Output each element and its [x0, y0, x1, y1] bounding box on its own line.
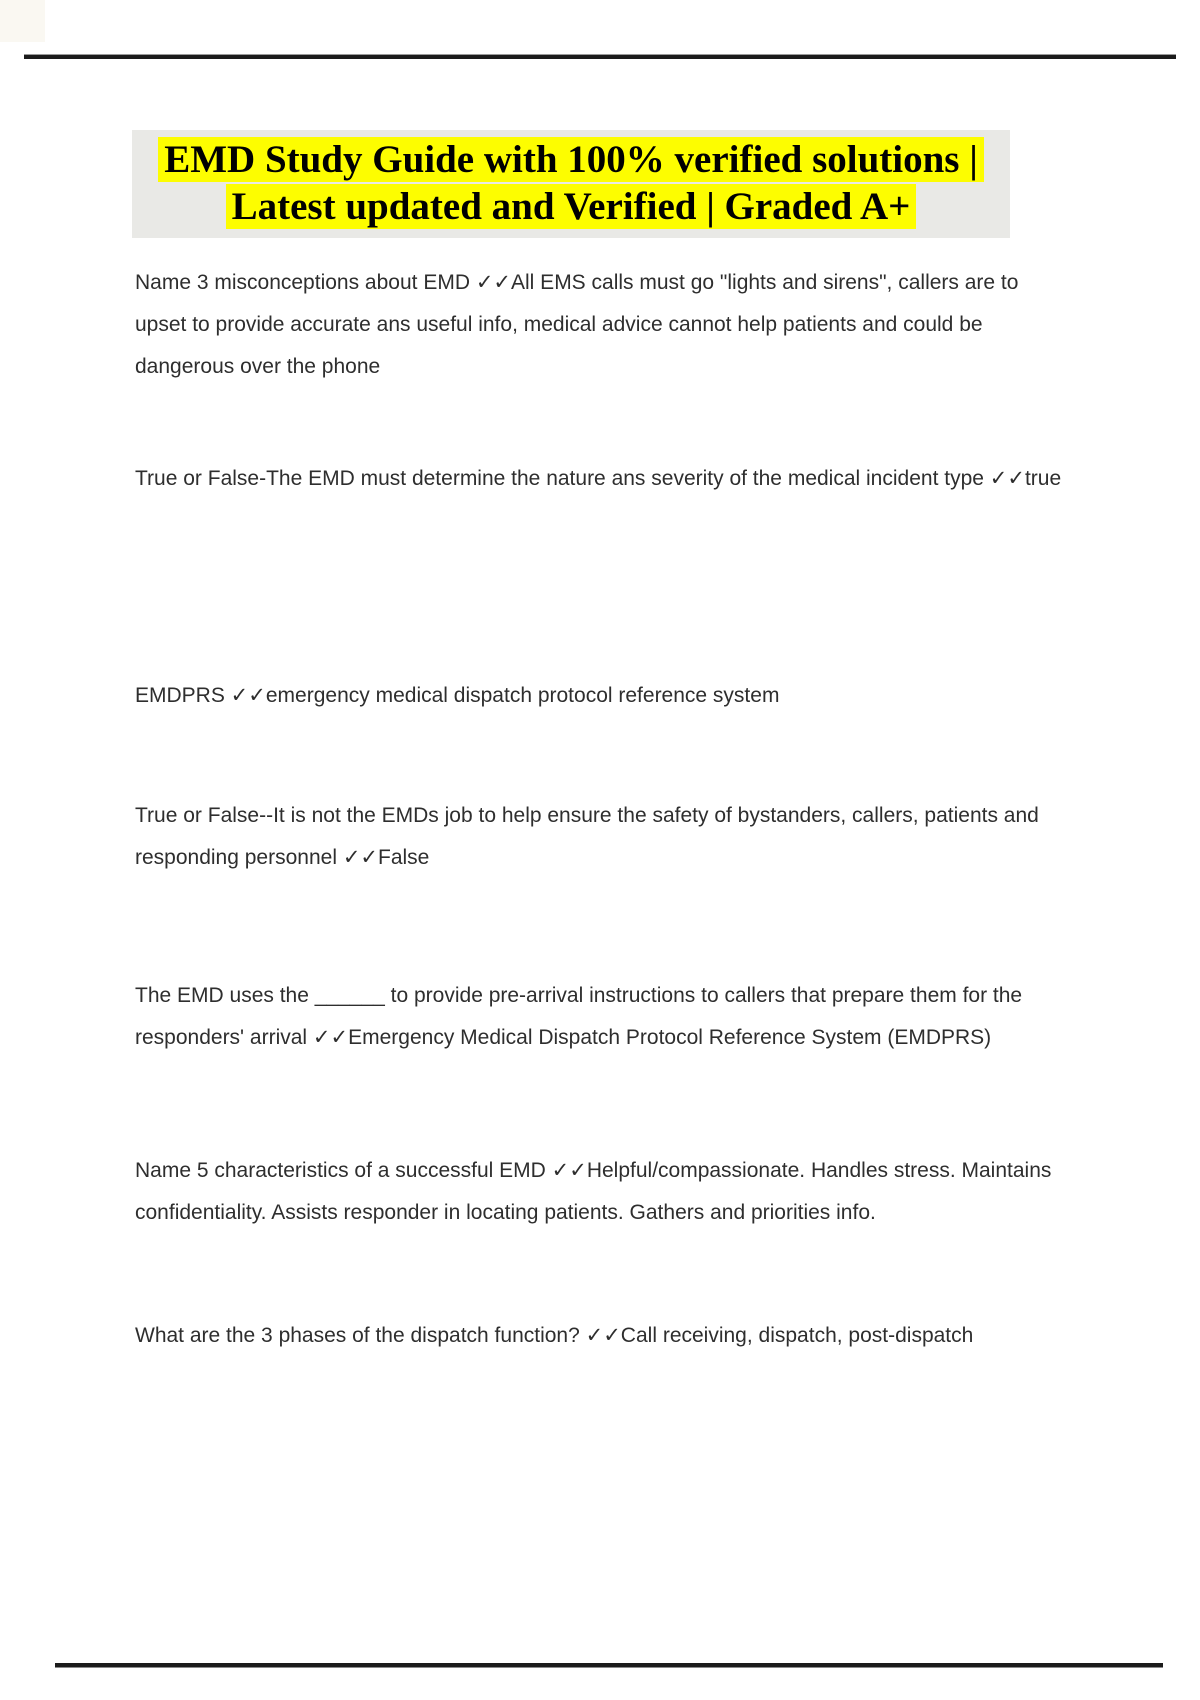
qa-item-2: True or False-The EMD must determine the nature ans severity of the medical incident type ✓✓true — [135, 467, 1062, 490]
qa-item-7: What are the 3 phases of the dispatch function? ✓✓Call receiving, dispatch, post-dispatch — [135, 1324, 974, 1347]
qa-item-4: True or False--It is not the EMDs job to help ensure the safety of bystanders, callers, patients and responding personnel ✓✓False — [135, 804, 1039, 869]
qa-item-1: Name 3 misconceptions about EMD ✓✓All EMS calls must go "lights and sirens", callers are to upset to provide accurate ans useful info, medical advice cannot help patients and could be dangerous over the phone — [135, 271, 1019, 378]
corner-artifact — [0, 0, 45, 42]
qa-item-5: The EMD uses the ______ to provide pre-arrival instructions to callers that prepare them for the responders' arrival ✓✓Emergency Medical Dispatch Protocol Reference System (EMDPRS) — [135, 984, 1023, 1049]
qa-item-3: EMDPRS ✓✓emergency medical dispatch protocol reference system — [135, 684, 780, 707]
bottom-divider-rule — [55, 1663, 1163, 1668]
page-title-line2: Latest updated and Verified | Graded A+ — [226, 184, 917, 229]
page-title — [132, 130, 1010, 238]
top-divider-rule — [24, 54, 1176, 59]
page-title-line1: EMD Study Guide with 100% verified solutions | — [158, 137, 984, 182]
qa-item-6: Name 5 characteristics of a successful EMD ✓✓Helpful/compassionate. Handles stress. Maintains confidentiality. Assists responder in locating patients. Gathers and priorities info. — [135, 1159, 1052, 1224]
